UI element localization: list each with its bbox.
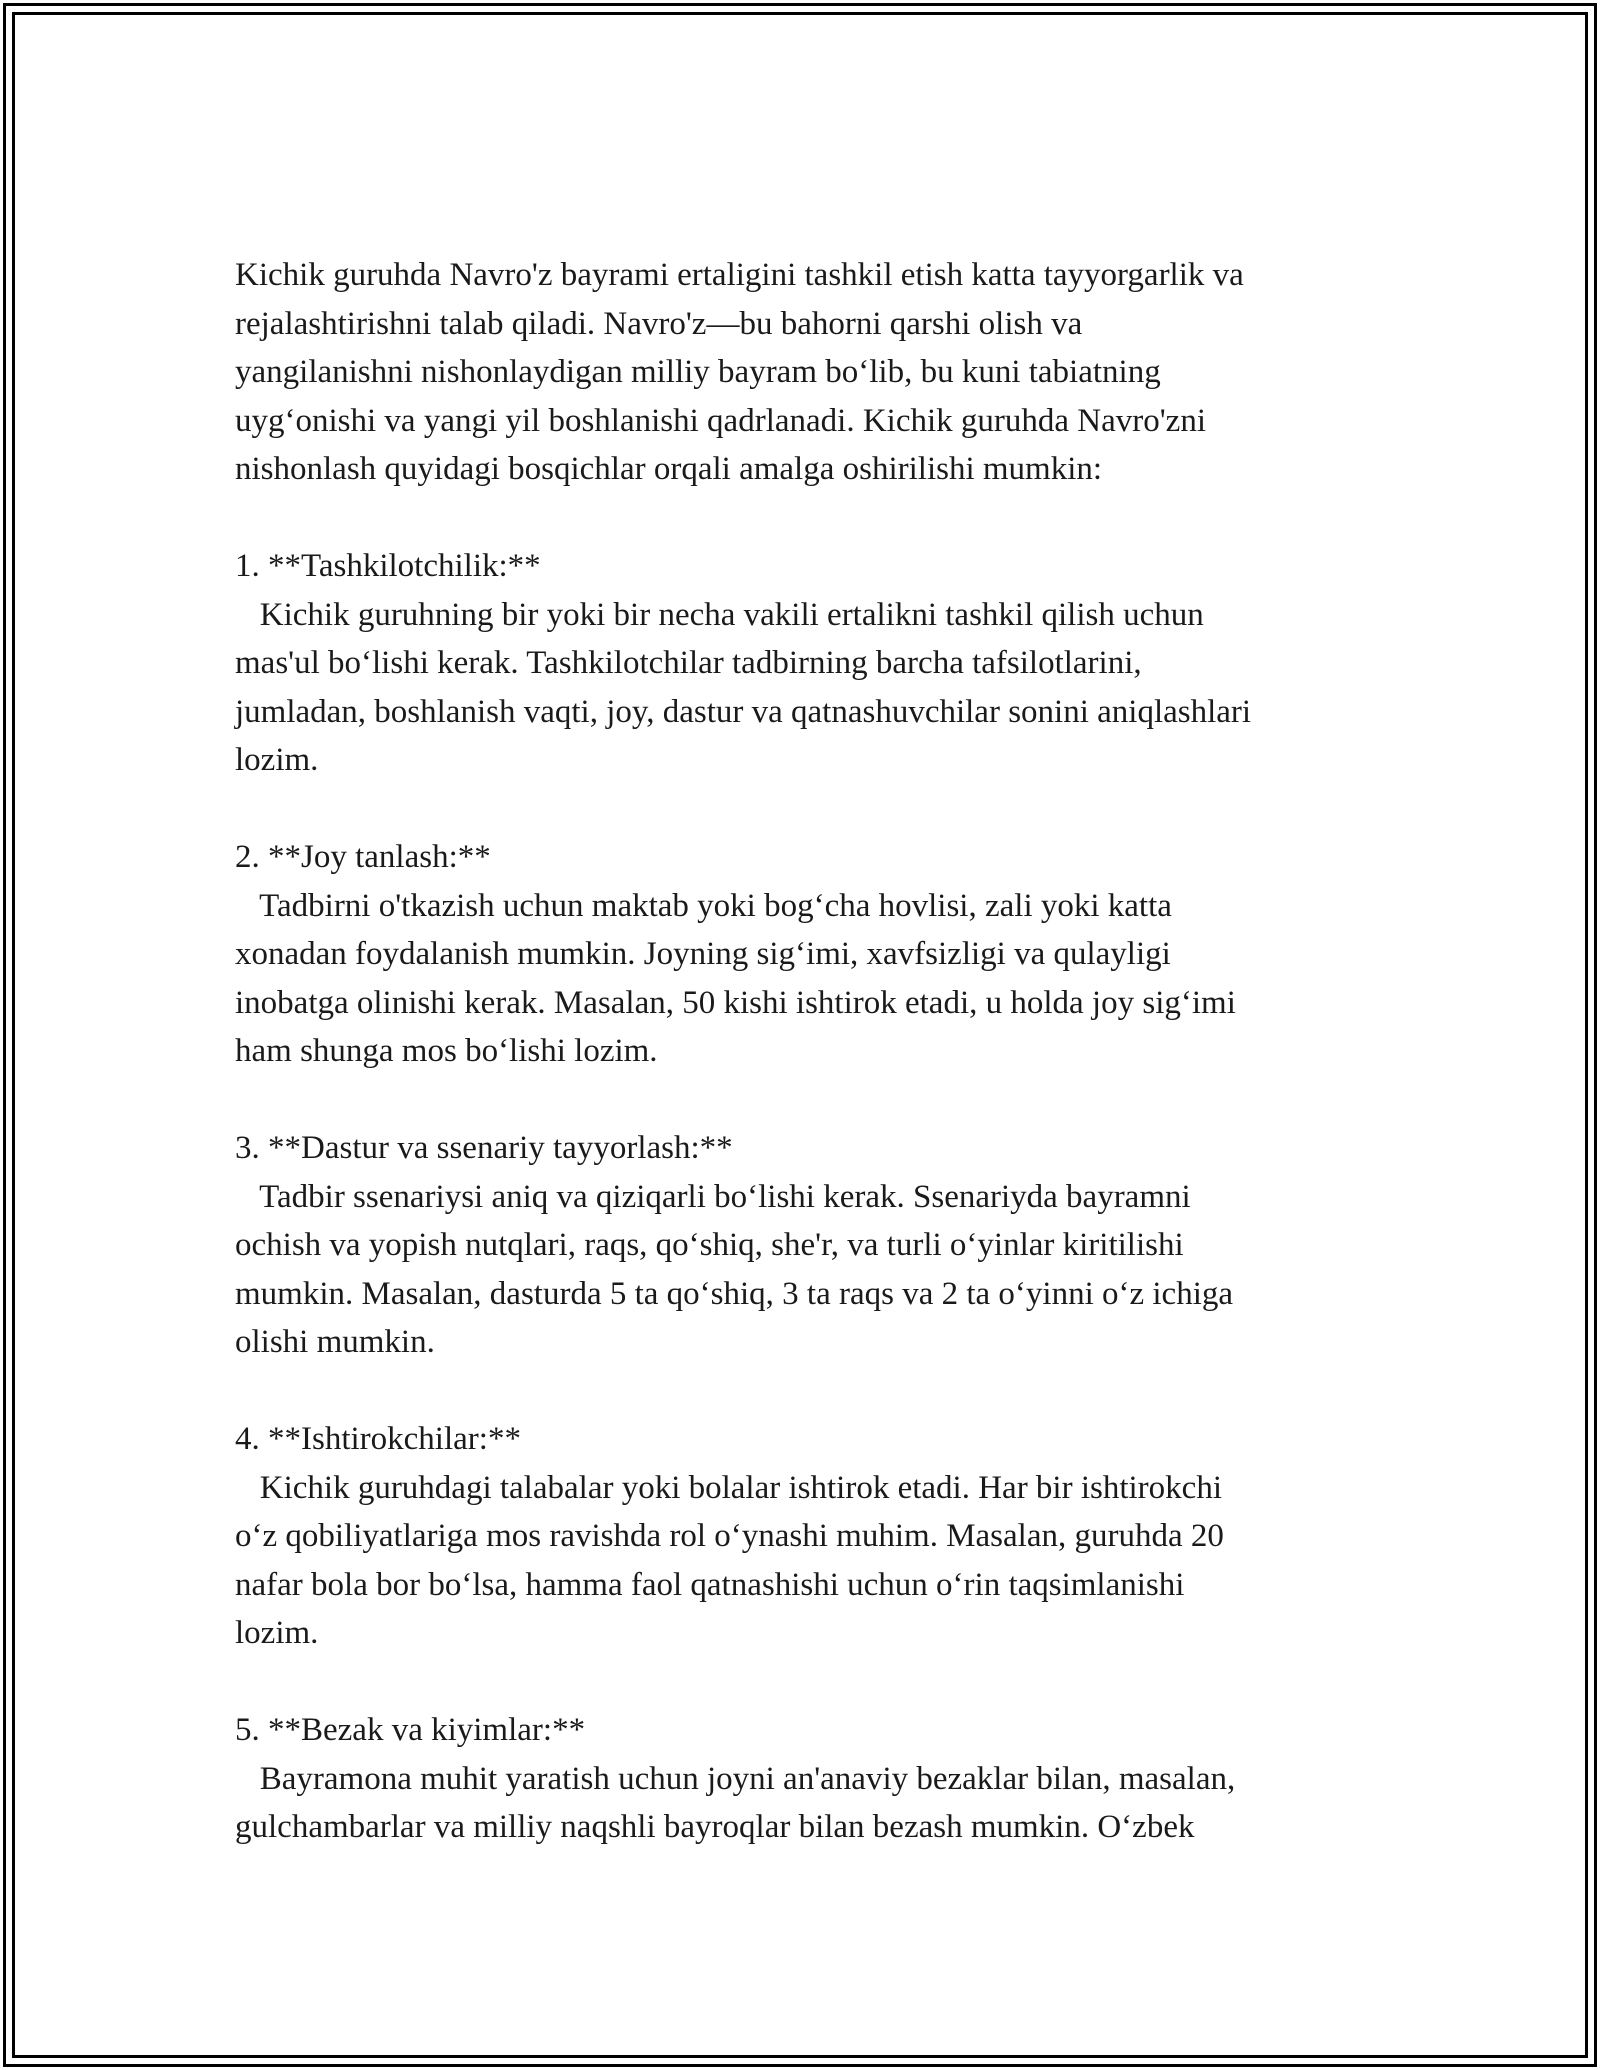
text-line: lozim. [235, 1615, 319, 1651]
text-line: inobatga olinishi kerak. Masalan, 50 kishi ishtirok etadi, u holda joy sig‘imi [235, 984, 1236, 1021]
text-line: gulchambarlar va milliy naqshli bayroqlar bilan bezash mumkin. O‘zbek [235, 1809, 1195, 1845]
text-line: uyg‘onishi va yangi yil boshlanishi qadrlanadi. Kichik guruhda Navro'zni [235, 402, 1207, 439]
text-line: mumkin. Masalan, dasturda 5 ta qo‘shiq, 3 ta raqs va 2 ta o‘yinni o‘z ichiga [235, 1275, 1234, 1312]
text-line: rejalashtirishni talab qiladi. Navro'z—bu bahorni qarshi olish va [235, 305, 1083, 342]
text-line: nafar bola bor bo‘lsa, hamma faol qatnashishi uchun o‘rin taqsimlanishi [235, 1566, 1185, 1603]
intro-paragraph [235, 251, 1395, 494]
text-line: lozim. [235, 742, 319, 778]
section-dastur [235, 1124, 1395, 1367]
text-line: ham shunga mos bo‘lishi lozim. [235, 1033, 658, 1069]
section-bezak [235, 1706, 1395, 1852]
section-heading: 3. **Dastur va ssenariy tayyorlash:** [235, 1130, 733, 1166]
section-joy-tanlash [235, 833, 1395, 1076]
document-body [235, 251, 1395, 1852]
section-heading: 4. **Ishtirokchilar:** [235, 1421, 521, 1457]
text-line: Tadbir ssenariysi aniq va qiziqarli bo‘lishi kerak. Ssenariyda bayramni [235, 1178, 1191, 1215]
section-heading: 5. **Bezak va kiyimlar:** [235, 1712, 586, 1748]
text-line: olishi mumkin. [235, 1324, 435, 1360]
text-line: jumladan, boshlanish vaqti, joy, dastur va qatnashuvchilar sonini aniqlashlari [235, 693, 1252, 730]
text-line: Bayramona muhit yaratish uchun joyni an'anaviy bezaklar bilan, masalan, [235, 1760, 1236, 1797]
text-line: nishonlash quyidagi bosqichlar orqali amalga oshirilishi mumkin: [235, 451, 1103, 487]
text-line: xonadan foydalanish mumkin. Joyning sig‘imi, xavfsizligi va qulayligi [235, 936, 1171, 972]
text-line: Tadbirni o'tkazish uchun maktab yoki bog‘cha hovlisi, zali yoki katta [235, 887, 1172, 924]
text-line: Kichik guruhning bir yoki bir necha vakili ertalikni tashkil qilish uchun [235, 596, 1204, 633]
text-line: ochish va yopish nutqlari, raqs, qo‘shiq, she'r, va turli o‘yinlar kiritilishi [235, 1227, 1184, 1263]
text-line: Kichik guruhdagi talabalar yoki bolalar ishtirok etadi. Har bir ishtirokchi [235, 1469, 1222, 1506]
text-line: yangilanishni nishonlaydigan milliy bayram bo‘lib, bu kuni tabiatning [235, 354, 1161, 390]
section-ishtirokchilar [235, 1415, 1395, 1658]
section-heading: 2. **Joy tanlash:** [235, 839, 491, 875]
text-line: Kichik guruhda Navro'z bayrami ertaligini tashkil etish katta tayyorgarlik va [235, 257, 1244, 293]
text-line: mas'ul bo‘lishi kerak. Tashkilotchilar tadbirning barcha tafsilotlarini, [235, 645, 1142, 681]
section-tashkilotchilik [235, 542, 1395, 785]
text-line: o‘z qobiliyatlariga mos ravishda rol o‘ynashi muhim. Masalan, guruhda 20 [235, 1518, 1224, 1554]
section-heading: 1. **Tashkilotchilik:** [235, 548, 541, 584]
